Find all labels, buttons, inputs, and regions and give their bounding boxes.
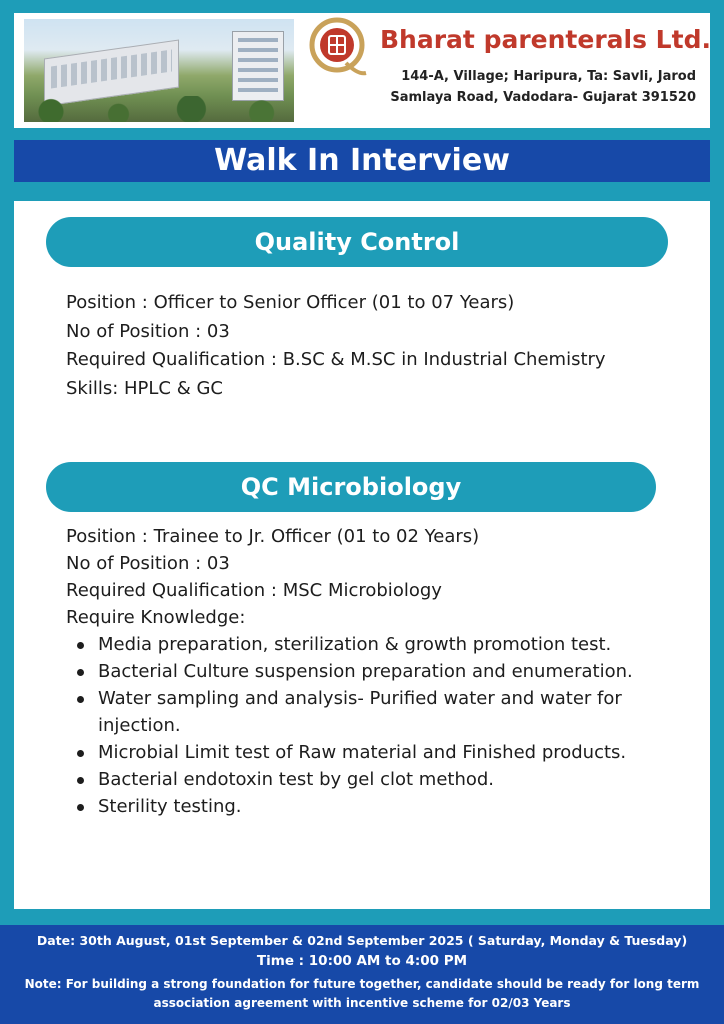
quality-control-details bbox=[66, 289, 666, 403]
qc-skills: Skills: HPLC & GC bbox=[66, 377, 223, 399]
walk-in-interview-banner: Walk In Interview bbox=[14, 140, 710, 182]
list-item: Sterility testing. bbox=[66, 793, 686, 820]
micro-qualification: Required Qualification : MSC Microbiology bbox=[66, 580, 442, 601]
list-item: Water sampling and analysis- Purified water and water for injection. bbox=[66, 685, 686, 739]
content-panel bbox=[14, 201, 710, 909]
micro-knowledge-label: Require Knowledge: bbox=[66, 607, 246, 628]
factory-aerial-photo bbox=[24, 19, 294, 122]
qc-microbiology-details bbox=[66, 523, 686, 820]
bpl-monogram-logo bbox=[306, 17, 368, 79]
address-line-2: Samlaya Road, Vadodara- Gujarat 391520 bbox=[390, 90, 696, 105]
qc-microbiology-heading: QC Microbiology bbox=[46, 462, 656, 512]
list-item: Microbial Limit test of Raw material and Finished products. bbox=[66, 739, 686, 766]
qc-position: Position : Officer to Senior Officer (01 to 07 Years) bbox=[66, 292, 515, 313]
micro-position: Position : Trainee to Jr. Officer (01 to 02 Years) bbox=[66, 526, 480, 547]
header bbox=[14, 13, 710, 128]
address-line-1: 144-A, Village; Haripura, Ta: Savli, Jarod bbox=[401, 69, 696, 84]
interview-dates: Date: 30th August, 01st September & 02nd September 2025 ( Saturday, Monday & Tuesday) bbox=[36, 933, 688, 948]
list-item: Media preparation, sterilization & growth promotion test. bbox=[66, 631, 686, 658]
company-name: Bharat parenterals Ltd. bbox=[380, 25, 711, 54]
list-item: Bacterial Culture suspension preparation and enumeration. bbox=[66, 658, 686, 685]
interview-time: Time : 10:00 AM to 4:00 PM bbox=[256, 953, 468, 969]
list-item: Bacterial endotoxin test by gel clot method. bbox=[66, 766, 686, 793]
footer bbox=[0, 925, 724, 1024]
qc-qualification: Required Qualification : B.SC & M.SC in Industrial Chemistry bbox=[66, 349, 606, 370]
footer-note: Note: For building a strong foundation for future together, candidate should be ready for long term association agreement with incentive scheme for 02/03 Years bbox=[24, 977, 700, 1010]
quality-control-heading: Quality Control bbox=[46, 217, 668, 267]
qc-no-of-position: No of Position : 03 bbox=[66, 320, 230, 342]
knowledge-list bbox=[66, 631, 686, 820]
micro-no-of-position: No of Position : 03 bbox=[66, 553, 230, 574]
